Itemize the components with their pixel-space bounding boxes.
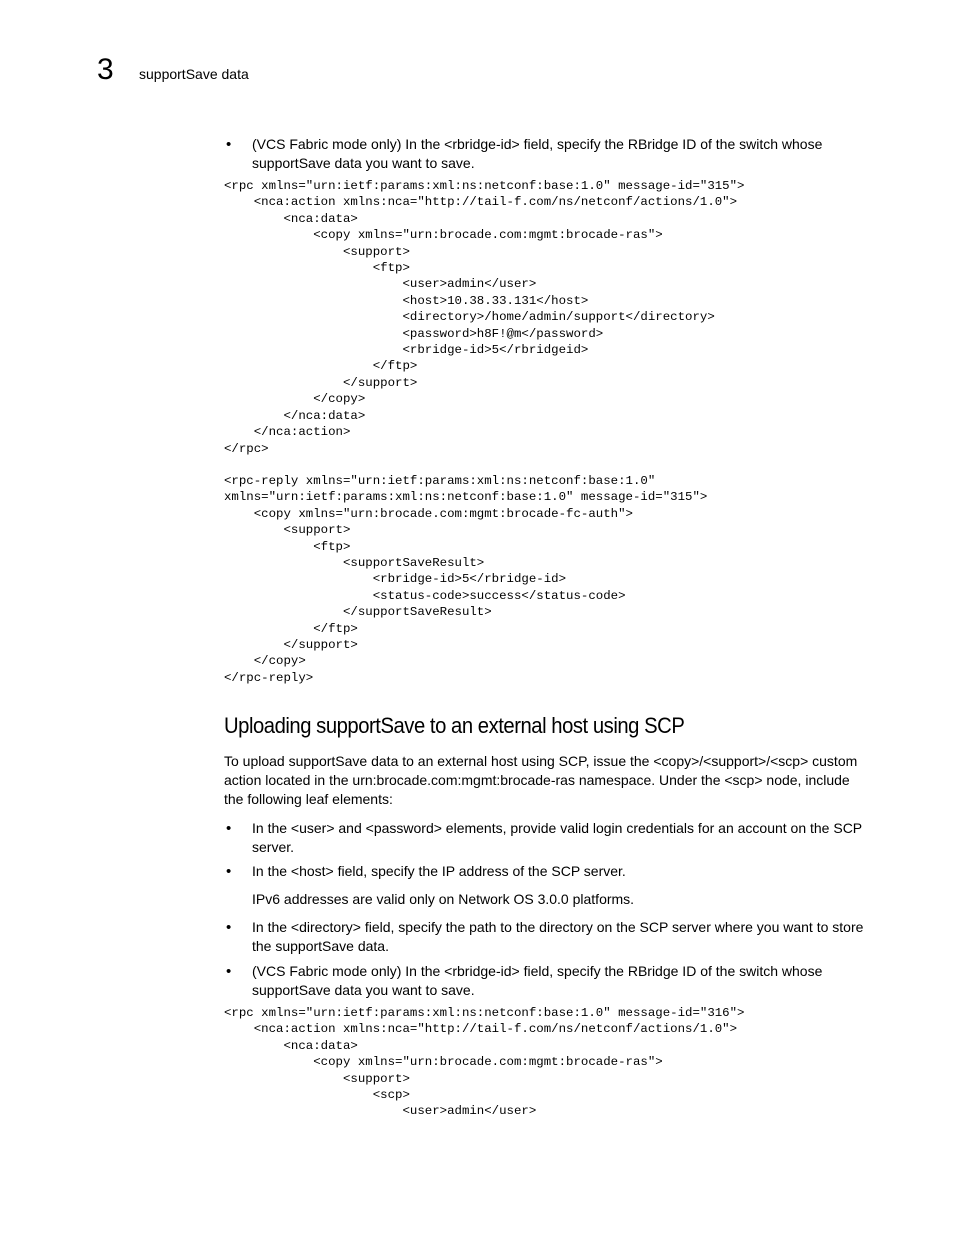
list-item-text: In the <host> field, specify the IP address of the SCP server. — [252, 863, 626, 879]
code-block-scp-request: <rpc xmlns="urn:ietf:params:xml:ns:netconf:base:1.0" message-id="316"> <nca:action xmlns:nca="http://tail-f.com/ns/netconf/actions/1.0"> <nca:data> <copy xmlns="urn:brocade.com:mgmt:brocade-ras"> <support> <scp> <user>admin</user> — [224, 1006, 745, 1119]
list-item — [224, 135, 874, 175]
intro-paragraph: To upload supportSave data to an external host using SCP, issue the <copy>/<support>/<scp> custom action located in the urn:brocade.com:mgmt:brocade-ras namespace. Under the <scp> node, include the following leaf elements: — [224, 753, 858, 807]
bullet-marker: • — [226, 963, 232, 980]
section-heading: Uploading supportSave to an external host using SCP — [224, 713, 685, 738]
code-block-ftp-reply: <rpc-reply xmlns="urn:ietf:params:xml:ns:netconf:base:1.0" xmlns="urn:ietf:params:xml:ns:netconf:base:1.0" message-id="315"> <copy xmlns="urn:brocade.com:mgmt:brocade-fc-auth"> <support> <ftp> <supportSaveResult> <rbridge-id>5</rbridge-id> <status-code>success</status-code> </supportSaveResult> </ftp> </support> </copy> </rpc-reply> — [224, 474, 708, 685]
code-block-ftp-request: <rpc xmlns="urn:ietf:params:xml:ns:netconf:base:1.0" message-id="315"> <nca:action xmlns:nca="http://tail-f.com/ns/netconf/actions/1.0"> <nca:data> <copy xmlns="urn:brocade.com:mgmt:brocade-ras"> <support> <ftp> <user>admin</user> <host>10.38.33.131</host> <directory>/home/admin/support</directory> <password>h8F!@m</password> <rbridge-id>5</rbridgeid> </ftp> </support> </copy> </nca:data> </nca:action> </rpc> — [224, 179, 745, 456]
host-note: IPv6 addresses are valid only on Network OS 3.0.0 platforms. — [252, 891, 635, 907]
bullet-marker: • — [226, 863, 232, 880]
list-item-text: In the <user> and <password> elements, provide valid login credentials for an account on the SCP server. — [252, 820, 862, 855]
bullet-marker: • — [226, 136, 232, 153]
list-item-text: (VCS Fabric mode only) In the <rbridge-id> field, specify the RBridge ID of the switch whose supportSave data you want to save. — [252, 963, 823, 998]
chapter-number: 3 — [97, 53, 114, 86]
bullet-marker: • — [226, 820, 232, 837]
chapter-title: supportSave data — [139, 66, 249, 82]
list-item-text: (VCS Fabric mode only) In the <rbridge-id> field, specify the RBridge ID of the switch whose supportSave data you want to save. — [252, 136, 823, 171]
list-item-text: In the <directory> field, specify the path to the directory on the SCP server where you want to store the supportSave data. — [252, 919, 864, 954]
bullet-marker: • — [226, 919, 232, 936]
